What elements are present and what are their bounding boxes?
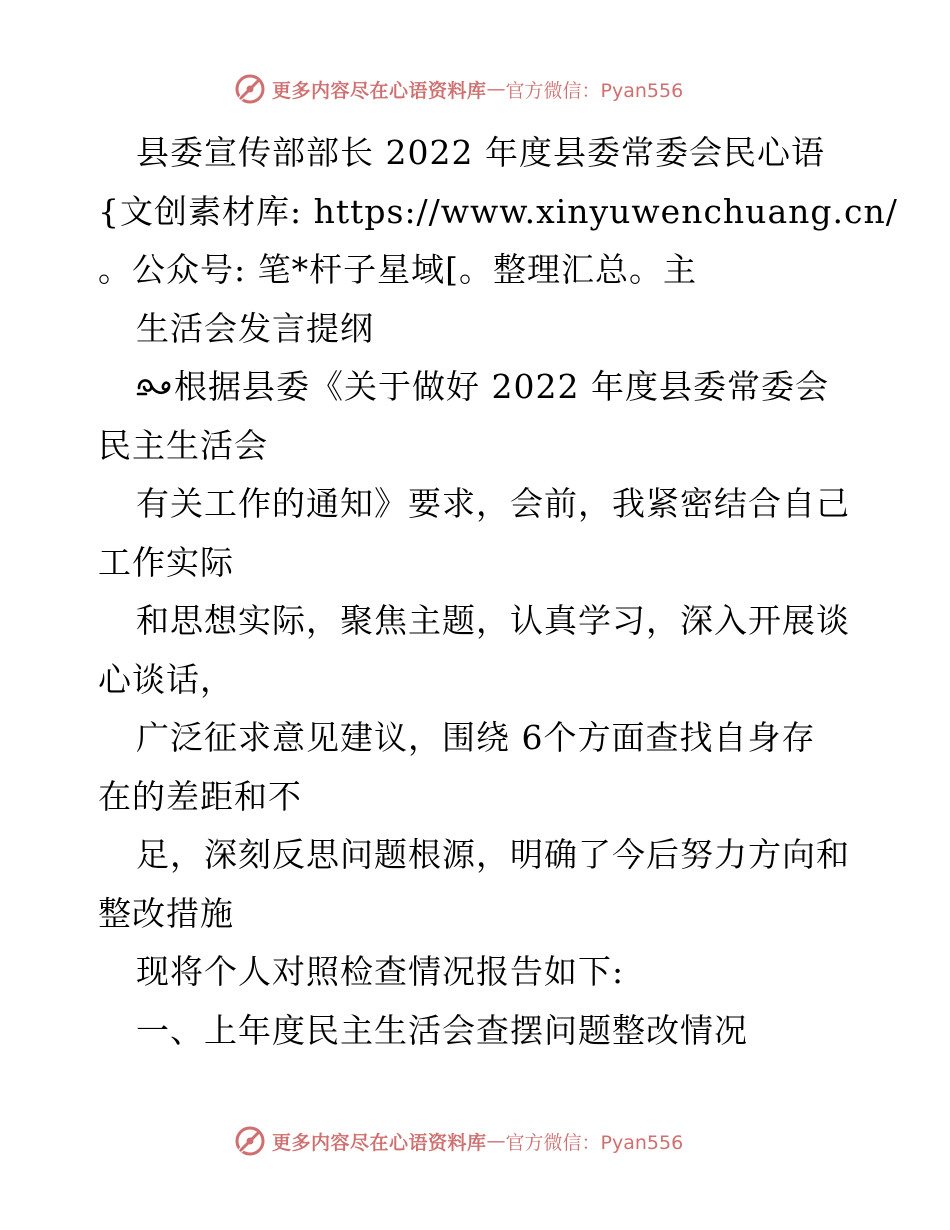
doc-line: 。公众号: 笔*杆子星域[。整理汇总。主 <box>98 250 697 289</box>
doc-line: 生活会发言提纲 <box>136 308 374 348</box>
doc-line: 和思想实际，聚焦主题，认真学习，深入开展谈 <box>136 601 850 640</box>
banner-contact: 官方微信：Pyan556 <box>505 1131 684 1154</box>
section-heading: 一、上年度民主生活会查摆问题整改情况 <box>136 1010 748 1050</box>
doc-line: 足，深刻反思问题根源，明确了今后努力方向和 <box>136 835 850 874</box>
document-body <box>98 124 898 1060</box>
footer-banner <box>234 1124 683 1158</box>
header-banner <box>234 72 683 106</box>
banner-text: 更多内容尽在心语资料库 <box>272 79 487 102</box>
seal-logo-icon <box>234 1125 266 1157</box>
doc-line: 广泛征求意见建议，围绕 6个方面查找自身存 <box>136 718 816 757</box>
doc-line: 整改措施 <box>98 893 234 933</box>
doc-line: 有关工作的通知》要求，会前，我紧密结合自己 <box>136 484 850 523</box>
banner-dash: — <box>486 78 506 100</box>
swirl-ornament-icon <box>136 374 174 400</box>
banner-dash: — <box>486 1130 506 1152</box>
doc-line: 在的差距和不 <box>98 776 302 816</box>
doc-line: 民主生活会 <box>98 425 268 465</box>
doc-line-text: 根据县委《关于做好 2022 年度县委常委会 <box>174 367 829 406</box>
doc-line: 心谈话， <box>98 659 234 699</box>
doc-line: 现将个人对照检查情况报告如下: <box>136 952 625 991</box>
doc-line: {文创素材库: https://www.xinyuwenchuang.cn/ <box>98 191 898 231</box>
seal-logo-icon <box>234 73 266 105</box>
doc-line: 工作实际 <box>98 542 234 582</box>
banner-text: 更多内容尽在心语资料库 <box>272 1131 487 1154</box>
banner-contact: 官方微信：Pyan556 <box>505 79 684 102</box>
doc-line: 县委宣传部部长 2022 年度县委常委会民心语 <box>136 133 825 172</box>
doc-line-with-ornament <box>98 358 858 417</box>
